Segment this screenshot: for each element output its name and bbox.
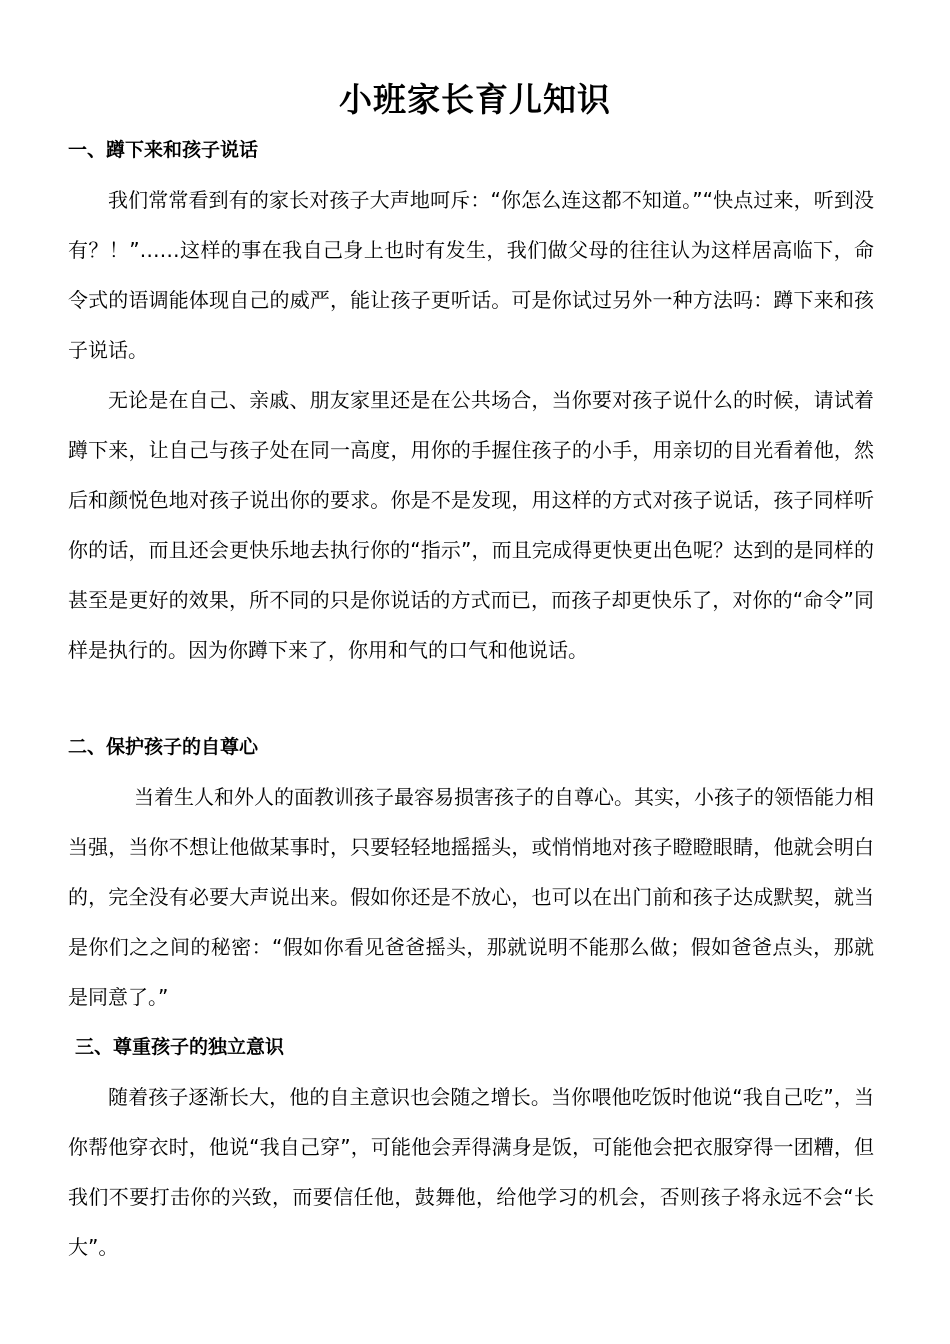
section-3-paragraph-1: 随着孩子逐渐长大，他的自主意识也会随之增长。当你喂他吃饭时他说“我自己吃”，当你帮他穿衣时，他说“我自己穿”，可能他会弄得满身是饭，可能他会把衣服穿得一团糟，但我们不要打击你的兴致，而要信任他，鼓舞他，给他学习的机会，否则孩子将永远不会“长大”。 [68,1085,874,1259]
section-heading-1: 一、蹲下来和孩子说话 [68,139,259,161]
section-2-paragraph-1: 当着生人和外人的面教训孩子最容易损害孩子的自尊心。其实，小孩子的领悟能力相当强，当你不想让他做某事时，只要轻轻地摇摇头，或悄悄地对孩子瞪瞪眼睛，他就会明白的，完全没有必要大声说出来。假如你还是不放心，也可以在出门前和孩子达成默契，就当是你们之之间的秘密：“假如你看见爸爸摇头，那就说明不能那么做；假如爸爸点头，那就是同意了。” [68,785,874,1009]
section-1-paragraph-2: 无论是在自己、亲戚、朋友家里还是在公共场合，当你要对孩子说什么的时候，请试着蹲下来，让自己与孩子处在同一高度，用你的手握住孩子的小手，用亲切的目光看着他，然后和颜悦色地对孩子说出你的要求。你是不是发现，用这样的方式对孩子说话，孩子同样听你的话，而且还会更快乐地去执行你的“指示”，而且完成得更快更出色呢？达到的是同样的甚至是更好的效果，所不同的只是你说话的方式而已，而孩子却更快乐了，对你的“命令”同样是执行的。因为你蹲下来了，你用和气的口气和他说话。 [68,388,874,662]
section-1-paragraph-1: 我们常常看到有的家长对孩子大声地呵斥：“你怎么连这都不知道。”“快点过来，听到没有？！”……这样的事在我自己身上也时有发生，我们做父母的往往认为这样居高临下，命令式的语调能体现自己的威严，能让孩子更听话。可是你试过另外一种方法吗：蹲下来和孩子说话。 [68,188,874,362]
section-heading-3: 三、尊重孩子的独立意识 [75,1036,285,1058]
page-title: 小班家长育儿知识 [339,80,611,119]
section-heading-2: 二、保护孩子的自尊心 [68,736,259,758]
